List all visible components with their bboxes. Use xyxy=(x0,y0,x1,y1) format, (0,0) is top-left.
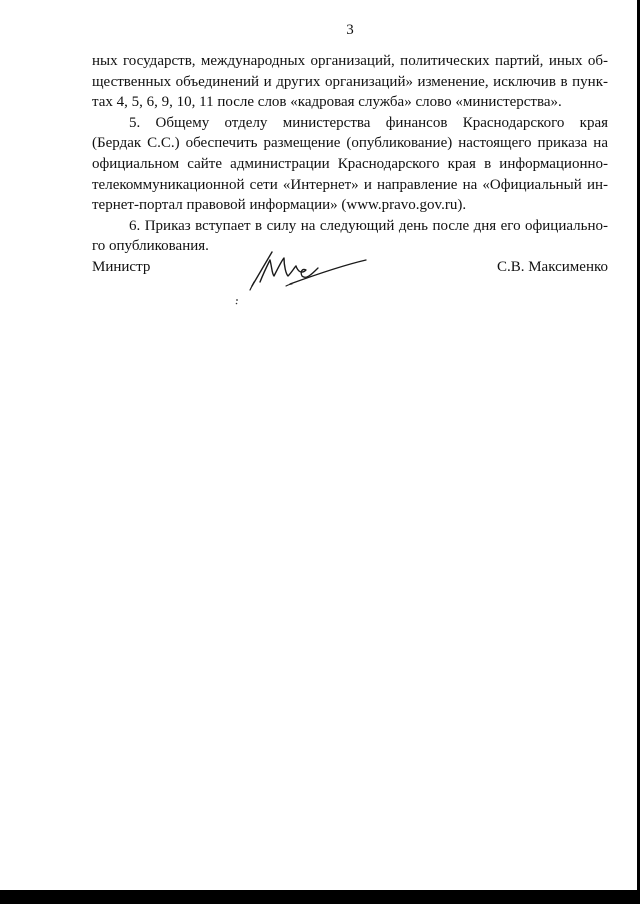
paragraph-6-line-1: 6. Приказ вступает в силу на следующий день после дня его официально- xyxy=(129,217,608,234)
body-line-2: щественных объединений и других организаций» изменение, исключив в пунк- xyxy=(92,73,608,90)
body-line-3: тах 4, 5, 6, 9, 10, 11 после слов «кадровая служба» слово «министерства». xyxy=(92,94,562,111)
document-body xyxy=(92,51,608,257)
handwritten-signature xyxy=(232,238,372,310)
paragraph-5-line-5: тернет-портал правовой информации» (www.pravo.gov.ru). xyxy=(92,197,467,214)
signer-name: С.В. Максименко xyxy=(496,259,608,275)
body-line-1: ных государств, международных организаций, политических партий, иных об- xyxy=(92,53,608,69)
paragraph-5-line-2: (Бердак С.С.) обеспечить размещение (опубликование) настоящего приказа на xyxy=(92,135,608,152)
paragraph-5-line-1: 5. Общему отделу министерства финансов Краснодарского края xyxy=(129,114,608,131)
paragraph-5-line-3: официальном сайте администрации Краснодарского края в информационно- xyxy=(92,155,608,172)
page-number: 3 xyxy=(346,22,354,38)
signer-position: Министр xyxy=(92,259,151,275)
paragraph-6-line-2: го опубликования. xyxy=(92,238,209,255)
scan-border-bottom xyxy=(0,890,640,904)
paragraph-5-line-4: телекоммуникационной сети «Интернет» и направление на «Официальный ин- xyxy=(92,176,608,193)
scan-speck xyxy=(234,298,240,306)
